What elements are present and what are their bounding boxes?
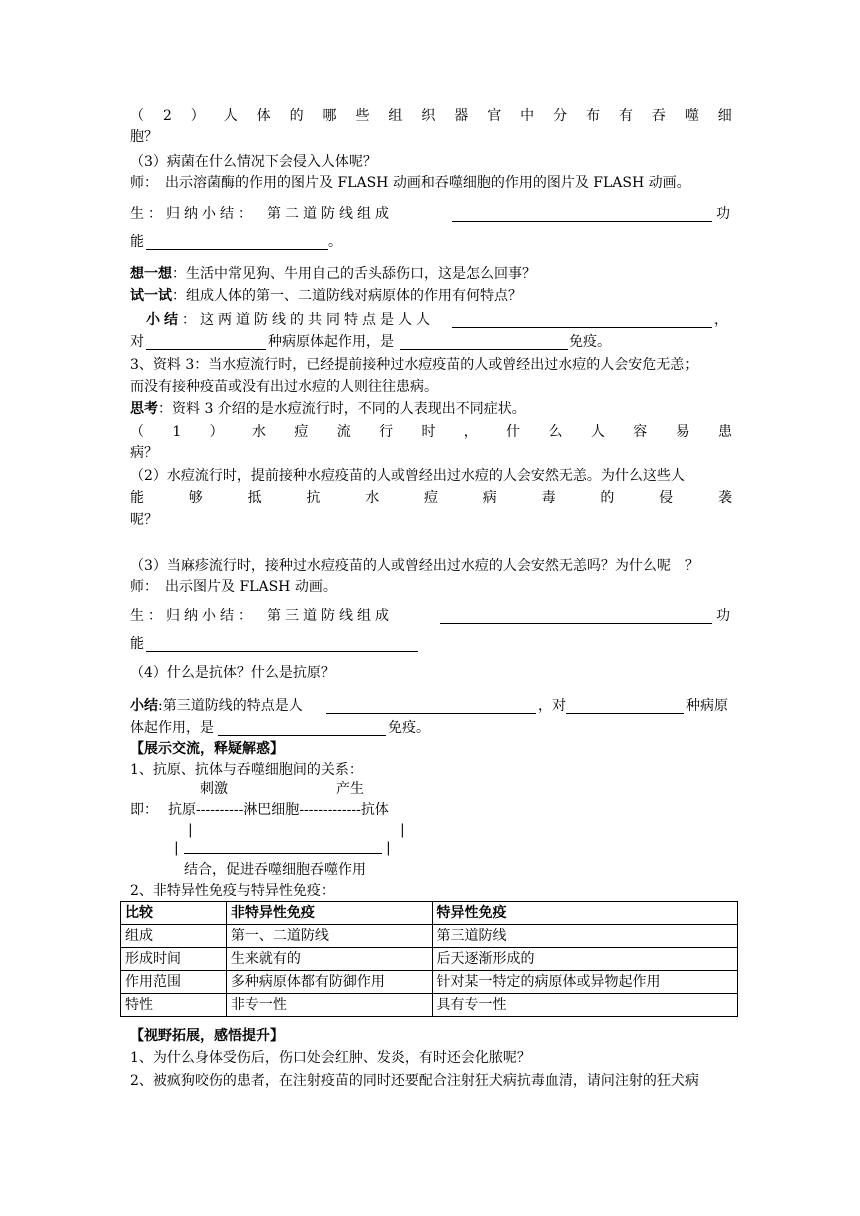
diagram-connector-line <box>184 853 382 854</box>
question-2-char: 体 <box>256 108 271 124</box>
question-2-line <box>130 106 732 126</box>
think2-text: ：资料 3 介绍的是水痘流行时，不同的人表现出不同症状。 <box>158 401 526 417</box>
question-2-char: 织 <box>421 108 436 124</box>
question-2-char: 些 <box>355 108 370 124</box>
blank-4-feature <box>326 698 536 714</box>
material-3-line-2: 而没有接种疫苗或没有出过水痘的人则往往患病。 <box>130 379 438 395</box>
question-2-char: 噬 <box>684 108 699 124</box>
blank-2-composition <box>452 206 712 222</box>
question-2b-char: 抗 <box>306 490 321 506</box>
table-cell: 特性 <box>121 994 227 1017</box>
diagram-combine: 结合，促进吞噬细胞吞噬作用 <box>184 862 366 878</box>
table-cell: 多种病原体都有防御作用 <box>226 971 432 994</box>
blank-2-function <box>146 234 328 250</box>
think2-line <box>130 399 526 419</box>
question-2-char: 细 <box>717 108 732 124</box>
question-1b-char: ） <box>209 424 224 440</box>
table-cell: 第一、二道防线 <box>226 925 432 948</box>
question-1b-char: ， <box>463 424 478 440</box>
diagram-dash-1: ---------- <box>196 802 244 818</box>
question-3: （3）病菌在什么情况下会侵入人体呢？ <box>130 154 377 170</box>
extension-question-2: 2、被疯狗咬伤的患者，在注射疫苗的同时还要配合注射狂犬病抗毒血清，请问注射的狂犬病 <box>130 1073 699 1089</box>
question-2-char: 组 <box>388 108 403 124</box>
try-line <box>130 286 522 306</box>
question-2-char: 中 <box>520 108 535 124</box>
blank-common-feature <box>452 312 712 328</box>
table-row <box>121 925 738 948</box>
question-2b-char: 毒 <box>541 490 556 506</box>
question-2b-char: 水 <box>365 490 380 506</box>
question-2b-line-2 <box>130 488 732 508</box>
question-2-char: 2 <box>162 108 172 124</box>
table-cell: 具有专一性 <box>432 994 737 1017</box>
diagram-produce: 产生 <box>336 781 364 797</box>
think-label: 想一想 <box>130 266 172 282</box>
table-cell: 生来就有的 <box>226 948 432 971</box>
think-text: ：生活中常见狗、牛用自己的舌头舔伤口，这是怎么回事？ <box>172 266 536 282</box>
summary-3-func2: 能 <box>130 636 144 652</box>
summary-4-c: 种病原 <box>686 698 728 714</box>
question-1b-char: 么 <box>548 424 563 440</box>
summary-4-d: 体起作用，是 <box>130 720 214 736</box>
summary-2-func: 功 <box>716 206 730 222</box>
relation-title: 1、抗原、抗体与吞噬细胞间的关系： <box>130 762 363 778</box>
question-2b-char: 的 <box>600 490 615 506</box>
summary-line-2-a: 对 <box>130 334 144 350</box>
question-3b: （3）当麻疹流行时，接种过水痘疫苗的人或曾经出过水痘的人会安然无恙吗？为什么呢 ？ <box>130 558 699 574</box>
question-2b-char: 袭 <box>717 490 732 506</box>
question-1b-char: 容 <box>633 424 648 440</box>
diagram-bar-right-1: | <box>400 822 405 838</box>
question-1b-char: 人 <box>590 424 605 440</box>
think-line <box>130 264 536 284</box>
question-1b-line <box>130 422 732 442</box>
blank-pathogen-range <box>146 334 266 350</box>
summary-line <box>146 310 434 330</box>
summary-4-e: 免疫。 <box>388 720 430 736</box>
question-2b-char: 能 <box>130 490 144 506</box>
table-cell: 第三道防线 <box>432 925 737 948</box>
summary-2-func2: 能 <box>130 234 144 250</box>
question-2-char: 吞 <box>651 108 666 124</box>
question-2-char: 分 <box>553 108 568 124</box>
table-header-cell: 特异性免疫 <box>432 902 737 925</box>
table-header-cell: 非特异性免疫 <box>226 902 432 925</box>
summary-label: 小结 <box>146 312 182 328</box>
diagram-bar-left-1: | <box>188 822 193 838</box>
summary-3-func: 功 <box>716 608 730 624</box>
question-2-char: 的 <box>289 108 304 124</box>
summary-comma: ， <box>714 312 728 328</box>
table-header-cell: 比较 <box>121 902 227 925</box>
question-4: （4）什么是抗体？什么是抗原？ <box>130 665 335 681</box>
summary-3-label: 生：归纳小结： 第三道防线组成 <box>130 608 393 624</box>
question-2-char: 哪 <box>322 108 337 124</box>
question-2-char: 有 <box>618 108 633 124</box>
diagram-prefix: 即： <box>130 802 158 818</box>
summary-4-line <box>130 696 303 716</box>
diagram-bar-right-2: | <box>386 840 391 856</box>
question-1b-char: 患 <box>717 424 732 440</box>
question-1b-char: 什 <box>506 424 521 440</box>
question-1b-char: 时 <box>421 424 436 440</box>
question-1b-char: 水 <box>252 424 266 440</box>
diagram-dash-2: ------------- <box>299 802 361 818</box>
teacher-note-1: 师： 出示溶菌酶的作用的图片及 FLASH 动画和吞噬细胞的作用的图片及 FLASH 动画。 <box>130 175 691 191</box>
summary-4-label: 小结 <box>130 698 158 714</box>
material-3-line-1: 3、资料 3：当水痘流行时，已经提前接种过水痘疫苗的人或曾经出过水痘的人会安危无恙； <box>130 357 699 373</box>
try-text: ：组成人体的第一、二道防线对病原体的作用有何特点？ <box>172 288 522 304</box>
table-cell: 组成 <box>121 925 227 948</box>
summary-text: ：这两道防线的共同特点是人人 <box>182 312 434 328</box>
question-1b-continuation: 病？ <box>130 445 158 461</box>
diagram-antibody: 抗体 <box>360 802 389 818</box>
summary-line-2-b: 种病原体起作用，是 <box>268 334 394 350</box>
comparison-title: 2、非特异性免疫与特异性免疫： <box>130 883 335 899</box>
question-1b-char: 行 <box>379 424 394 440</box>
think2-label: 思考 <box>130 401 158 417</box>
question-2-char: 布 <box>586 108 601 124</box>
table-cell: 作用范围 <box>121 971 227 994</box>
extension-question-1: 1、为什么身体受伤后，伤口处会红肿、发炎，有时还会化脓呢？ <box>130 1050 531 1066</box>
section-heading-exchange: 【展示交流，释疑解惑】 <box>130 741 284 757</box>
table-cell: 后天逐渐形成的 <box>432 948 737 971</box>
question-2-char: （ <box>130 108 144 124</box>
blank-4-range <box>566 698 684 714</box>
diagram-chain <box>168 800 389 820</box>
question-2-char: ） <box>190 108 205 124</box>
try-label: 试一试 <box>130 288 172 304</box>
summary-4-a: :第三道防线的特点是人 <box>158 698 303 714</box>
table-cell: 形成时间 <box>121 948 227 971</box>
diagram-lymphocyte: 淋巴细胞 <box>243 802 300 818</box>
blank-3-composition <box>440 608 712 624</box>
question-1b-char: 易 <box>675 424 690 440</box>
question-2b-char: 够 <box>188 490 203 506</box>
table-cell: 非专一性 <box>226 994 432 1017</box>
question-1b-char: 痘 <box>294 424 309 440</box>
question-1b-char: 1 <box>172 424 182 440</box>
question-2-continuation: 胞？ <box>130 129 158 145</box>
blank-immunity-type <box>400 334 568 350</box>
question-2b-char: 痘 <box>423 490 438 506</box>
section-heading-extension: 【视野拓展，感悟提升】 <box>130 1028 284 1044</box>
blank-4-type <box>218 720 386 736</box>
summary-4-b: ，对 <box>538 698 566 714</box>
summary-line-2-c: 免疫。 <box>569 334 611 350</box>
question-2b-line-1: （2）水痘流行时，提前接种水痘疫苗的人或曾经出过水痘的人会安然无恙。为什么这些人 <box>130 468 685 484</box>
table-row <box>121 948 738 971</box>
question-1b-char: 流 <box>336 424 351 440</box>
diagram-stimulate: 刺激 <box>200 781 228 797</box>
question-2b-char: 病 <box>482 490 497 506</box>
summary-2-label: 生：归纳小结： 第二道防线组成 <box>130 206 393 222</box>
table-header-row <box>121 902 738 925</box>
question-2b-continuation: 呢？ <box>130 512 158 528</box>
question-2-char: 官 <box>487 108 502 124</box>
table-row <box>121 971 738 994</box>
teacher-note-2: 师： 出示图片及 FLASH 动画。 <box>130 579 337 595</box>
question-1b-char: （ <box>130 424 144 440</box>
diagram-bar-left-2: | <box>174 840 179 856</box>
summary-2-end: 。 <box>328 234 342 250</box>
comparison-table <box>120 901 738 1017</box>
table-cell: 针对某一特定的病原体或异物起作用 <box>432 971 737 994</box>
question-2-char: 人 <box>223 108 238 124</box>
diagram-antigen: 抗原 <box>168 802 196 818</box>
question-2-char: 器 <box>454 108 469 124</box>
question-2b-char: 抵 <box>247 490 262 506</box>
table-row <box>121 994 738 1017</box>
blank-3-function <box>146 636 418 652</box>
question-2b-char: 侵 <box>659 490 674 506</box>
